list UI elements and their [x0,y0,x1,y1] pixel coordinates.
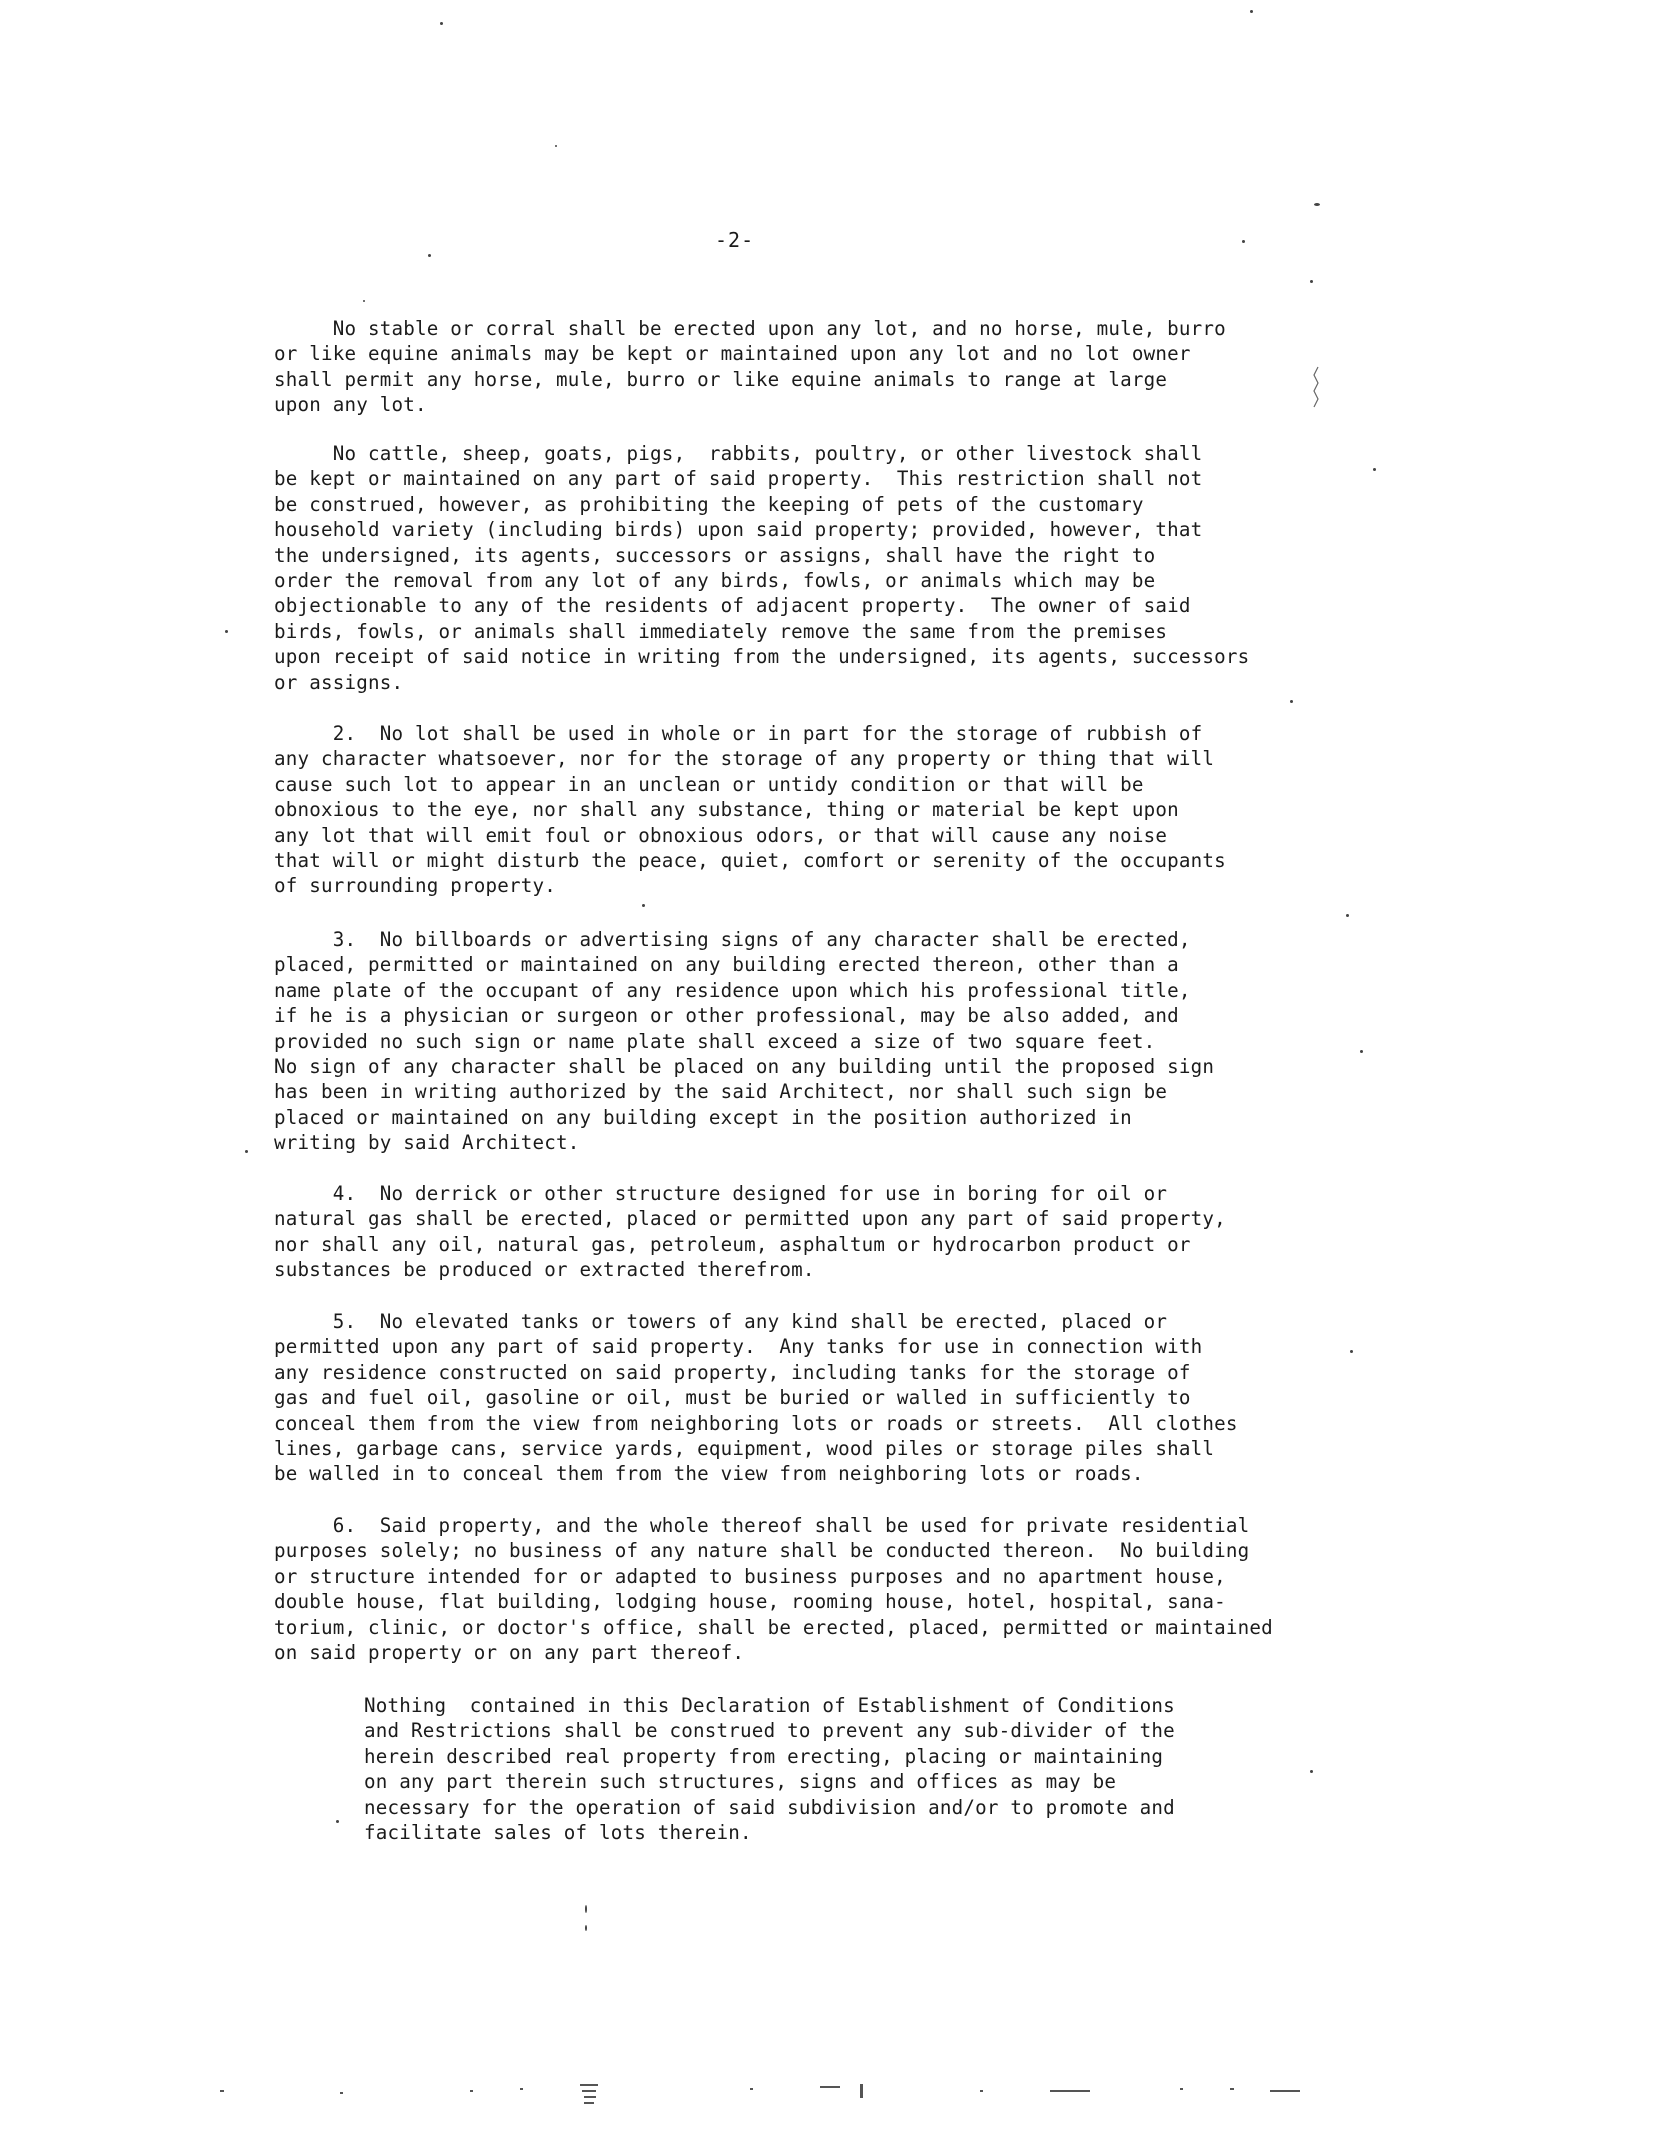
paragraph-section-5: 5. No elevated tanks or towers of any kind shall be erected, placed or permitted upon any part of said property. Any tanks for use in connection with any residence constructed on said property, including tanks for the storage of gas and fuel oil, gasoline or oil, must be buried or walled in sufficiently to conceal them from the view from neighboring lots or roads or streets. All clothes lines, garbage cans, service yards, equipment, wood piles or storage piles shall be walled in to conceal them from the view from neighboring lots or roads. [274,1310,1238,1486]
scan-speck [225,630,228,633]
scan-speck [440,22,443,25]
scan-speck [336,1820,339,1823]
paragraph-section-3: 3. No billboards or advertising signs of any character shall be erected, placed, permitted or maintained on any building erected thereon, other than a name plate of the occupant of any residence upon which his professional title, if he is a physician or surgeon or other professional, may be also added, and provided no such sign or name plate shall exceed a size of two square feet. No sign of any character shall be placed on any building until the proposed sign has been in writing authorized by the said Architect, nor shall such sign be placed or maintained on any building except in the position authorized in writing by said Architect. [274,928,1215,1155]
scan-speck [1314,203,1320,206]
paragraph-stable-corral: No stable or corral shall be erected upon any lot, and no horse, mule, burro or like equine animals may be kept or maintained upon any lot and no lot owner shall permit any horse, mule, burro or like equine animals to range at large upon any lot. [274,317,1226,417]
scan-speck [428,254,431,257]
scan-speck [585,1905,587,1913]
scan-noise-icon [220,2080,1420,2110]
scan-speck [1360,1050,1363,1053]
paragraph-livestock: No cattle, sheep, goats, pigs, rabbits, poultry, or other livestock shall be kept or maintained on any part of said property. This restriction shall not be construed, however, as prohibiting the keeping of pets of the customary household variety (including birds) upon said property; provided, however, that the undersigned, its agents, successors or assigns, shall have the right to order the removal from any lot of any birds, fowls, or animals which may be objectionable to any of the residents of adjacent property. The owner of said birds, fowls, or animals shall immediately remove the same from the premises upon receipt of said notice in writing from the undersigned, its agents, successors or assigns. [274,442,1250,694]
scan-speck [1346,914,1349,917]
scan-speck [245,1150,248,1153]
scan-speck [555,145,557,147]
scan-speck [1373,468,1376,471]
paragraph-proviso: Nothing contained in this Declaration of Establishment of Conditions and Restrictions shall be construed to prevent any sub-divider of the herein described real property from erecting, placing or maintaining on any part therein such structures, signs and offices as may be necessary for the operation of said subdivision and/or to promote and facilitate sales of lots therein. [364,1694,1175,1845]
scan-speck [1350,1350,1353,1353]
scan-speck [585,1925,587,1931]
paragraph-section-4: 4. No derrick or other structure designed for use in boring for oil or natural gas shall be erected, placed or permitted upon any part of said property, nor shall any oil, natural gas, petroleum, asphaltum or hydrocarbon product or substances be produced or extracted therefrom. [274,1182,1226,1282]
scan-speck [363,300,365,302]
paragraph-section-2: 2. No lot shall be used in whole or in part for the storage of rubbish of any character whatsoever, nor for the storage of any property or thing that will cause such lot to appear in an unclean or untidy condition or that will be obnoxious to the eye, nor shall any substance, thing or material be kept upon any lot that will emit foul or obnoxious odors, or that will cause any noise that will or might disturb the peace, quiet, comfort or serenity of the occupants of surrounding property. [274,722,1226,898]
scan-speck [642,904,645,907]
scan-speck [1242,240,1245,243]
margin-bracket-mark [1312,365,1320,415]
bracket-icon [1312,365,1320,415]
scan-speck [1250,10,1253,13]
scan-speck [1310,280,1313,283]
scan-noise-bottom [220,2080,1420,2100]
scan-speck [1310,1770,1313,1773]
scan-speck [1290,700,1293,703]
paragraph-section-6: 6. Said property, and the whole thereof shall be used for private residential purposes solely; no business of any nature shall be conducted thereon. No building or structure intended for or adapted to business purposes and no apartment house, double house, flat building, lodging house, rooming house, hotel, hospital, sana- torium, clinic, or doctor's office, shall be erected, placed, permitted or maintained on said property or on any part thereof. [274,1514,1273,1665]
page-number: -2- [715,228,755,252]
